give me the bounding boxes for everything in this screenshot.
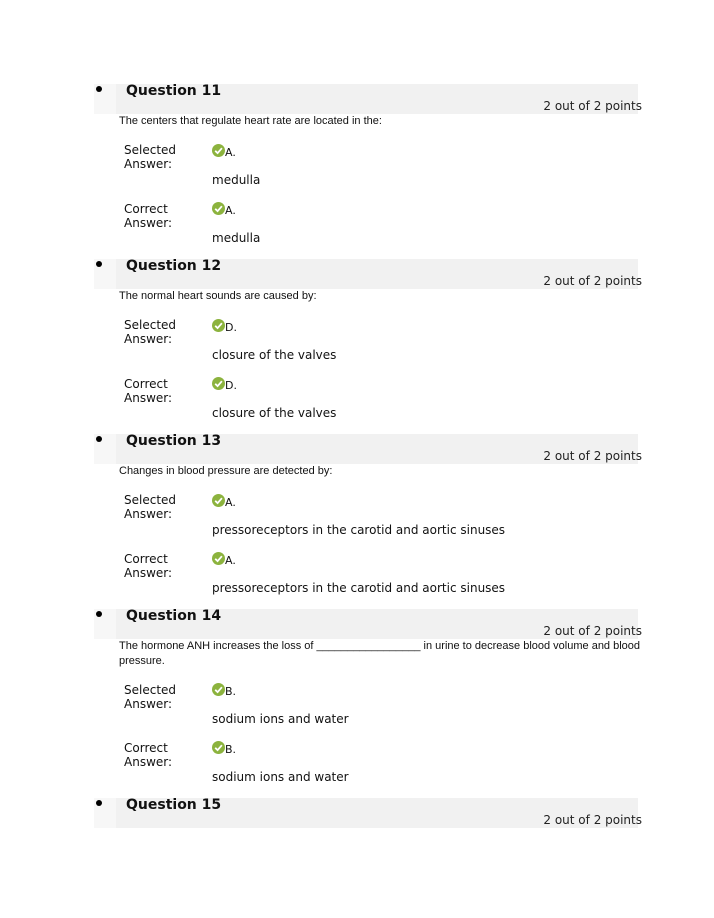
selected-answer-label: Selected Answer:	[124, 318, 177, 346]
question-points: 2 out of 2 points	[543, 813, 642, 827]
bullet-icon	[96, 436, 102, 442]
question-points: 2 out of 2 points	[543, 274, 642, 288]
question-title: Question 11	[126, 83, 222, 99]
correct-check-icon	[212, 319, 225, 332]
correct-check-icon	[212, 494, 225, 507]
question-title: Question 12	[126, 258, 222, 274]
correct-answer-text: sodium ions and water	[212, 770, 349, 784]
question-text: The hormone ANH increases the loss of _________________ in urine to decrease blood volume and blood pressure.	[119, 640, 641, 667]
bullet-icon	[96, 261, 102, 267]
question-title: Question 13	[126, 433, 222, 449]
correct-answer-label: Correct Answer:	[124, 377, 173, 405]
question-points: 2 out of 2 points	[543, 99, 642, 113]
selected-answer-text: medulla	[212, 173, 261, 187]
correct-answer-label: Correct Answer:	[124, 552, 173, 580]
selected-answer-label: Selected Answer:	[124, 493, 177, 521]
correct-check-icon	[212, 683, 225, 696]
correct-check-icon	[212, 144, 225, 157]
question-title: Question 14	[126, 608, 222, 624]
selected-answer-letter: A.	[225, 146, 236, 159]
selected-answer-label: Selected Answer:	[124, 683, 177, 711]
bullet-icon	[96, 86, 102, 92]
correct-check-icon	[212, 552, 225, 565]
selected-answer-text: pressoreceptors in the carotid and aortic sinuses	[212, 523, 506, 537]
correct-answer-letter: A.	[225, 554, 236, 567]
correct-answer-text: pressoreceptors in the carotid and aortic sinuses	[212, 581, 506, 595]
bullet-icon	[96, 800, 102, 806]
question-text: The centers that regulate heart rate are located in the:	[119, 115, 382, 127]
correct-answer-text: medulla	[212, 231, 261, 245]
bullet-icon	[96, 611, 102, 617]
selected-answer-letter: B.	[225, 685, 237, 698]
correct-check-icon	[212, 202, 225, 215]
selected-answer-letter: D.	[225, 321, 237, 334]
selected-answer-label: Selected Answer:	[124, 143, 177, 171]
question-text: Changes in blood pressure are detected by:	[119, 465, 333, 477]
correct-check-icon	[212, 377, 225, 390]
correct-answer-text: closure of the valves	[212, 406, 337, 420]
question-points: 2 out of 2 points	[543, 624, 642, 638]
correct-answer-label: Correct Answer:	[124, 741, 173, 769]
selected-answer-letter: A.	[225, 496, 236, 509]
correct-answer-letter: A.	[225, 204, 236, 217]
question-points: 2 out of 2 points	[543, 449, 642, 463]
correct-answer-letter: D.	[225, 379, 237, 392]
question-title: Question 15	[126, 797, 222, 813]
correct-check-icon	[212, 741, 225, 754]
selected-answer-text: sodium ions and water	[212, 712, 349, 726]
selected-answer-text: closure of the valves	[212, 348, 337, 362]
correct-answer-letter: B.	[225, 743, 237, 756]
correct-answer-label: Correct Answer:	[124, 202, 173, 230]
question-text: The normal heart sounds are caused by:	[119, 290, 317, 302]
